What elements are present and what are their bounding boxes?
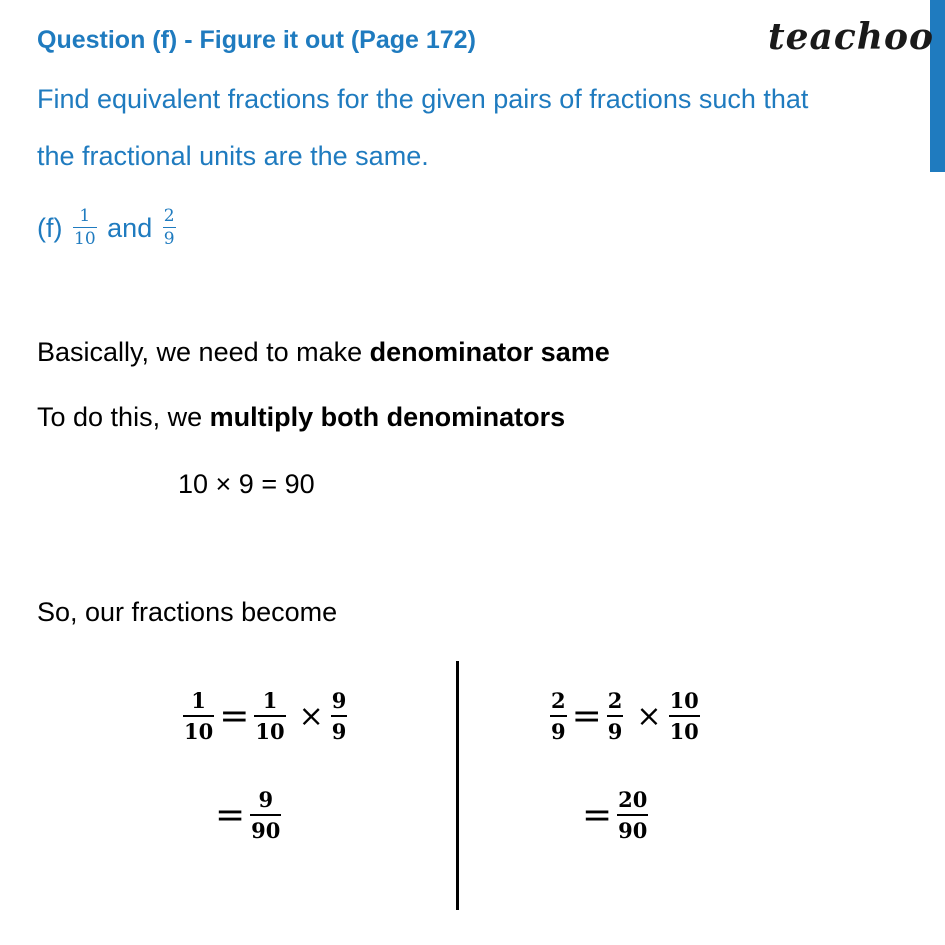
part-label: (f) bbox=[37, 213, 63, 244]
solution-line-2-bold: multiply both denominators bbox=[209, 402, 566, 432]
denominator: 90 bbox=[618, 818, 648, 843]
fraction-b bbox=[331, 690, 348, 742]
denominator: 10 bbox=[74, 229, 96, 249]
denominator: 10 bbox=[184, 719, 214, 744]
fraction-lhs bbox=[550, 690, 567, 742]
denominator-product: 10 × 9 = 90 bbox=[178, 469, 315, 499]
question-text-line-2: the fractional units are the same. bbox=[37, 141, 429, 171]
right-result bbox=[580, 789, 651, 841]
denominator: 9 bbox=[163, 229, 175, 249]
right-equation bbox=[547, 690, 703, 742]
solution-line-1-bold: denominator same bbox=[369, 337, 610, 367]
column-divider bbox=[456, 661, 459, 910]
numerator: 2 bbox=[163, 206, 175, 226]
numerator: 9 bbox=[250, 789, 281, 816]
question-fraction-1 bbox=[73, 208, 97, 248]
numerator: 9 bbox=[331, 690, 348, 717]
denominator: 10 bbox=[255, 719, 285, 744]
equals-sign: = bbox=[215, 794, 246, 836]
fraction-result bbox=[617, 789, 648, 841]
equals-sign: = bbox=[571, 695, 602, 737]
joiner-word: and bbox=[107, 213, 153, 244]
numerator: 1 bbox=[73, 208, 97, 228]
times-sign: × bbox=[298, 698, 324, 734]
solution-line-1 bbox=[37, 337, 610, 368]
solution-line-1-text: Basically, we need to make bbox=[37, 337, 370, 367]
times-sign: × bbox=[636, 698, 662, 734]
denominator: 9 bbox=[331, 719, 347, 744]
question-part bbox=[37, 206, 179, 250]
numerator: 10 bbox=[669, 690, 700, 717]
question-text-line-1: Find equivalent fractions for the given pairs of fractions such that bbox=[37, 84, 809, 114]
numerator: 1 bbox=[254, 690, 285, 717]
numerator: 20 bbox=[617, 789, 648, 816]
solution-line-2-text: To do this, we bbox=[37, 402, 210, 432]
left-result bbox=[213, 789, 284, 841]
numerator: 2 bbox=[607, 690, 624, 717]
denominator: 10 bbox=[669, 719, 699, 744]
denominator: 90 bbox=[251, 818, 281, 843]
question-fraction-2 bbox=[163, 208, 176, 248]
denominator: 9 bbox=[551, 719, 566, 744]
fraction-b bbox=[669, 690, 700, 742]
fraction-a bbox=[254, 690, 285, 742]
denominator: 9 bbox=[607, 719, 623, 744]
equals-sign: = bbox=[219, 695, 250, 737]
solution-line-2 bbox=[37, 402, 565, 433]
numerator: 2 bbox=[550, 690, 567, 717]
fraction-result bbox=[250, 789, 281, 841]
left-equation bbox=[180, 690, 350, 742]
question-title: Question (f) - Figure it out (Page 172) bbox=[37, 26, 476, 54]
fraction-lhs bbox=[183, 690, 214, 742]
fraction-a bbox=[607, 690, 624, 742]
solution-line-3: So, our fractions become bbox=[37, 597, 338, 627]
equals-sign: = bbox=[582, 794, 613, 836]
teachoo-logo: teachoo bbox=[768, 16, 934, 58]
numerator: 1 bbox=[183, 690, 214, 717]
